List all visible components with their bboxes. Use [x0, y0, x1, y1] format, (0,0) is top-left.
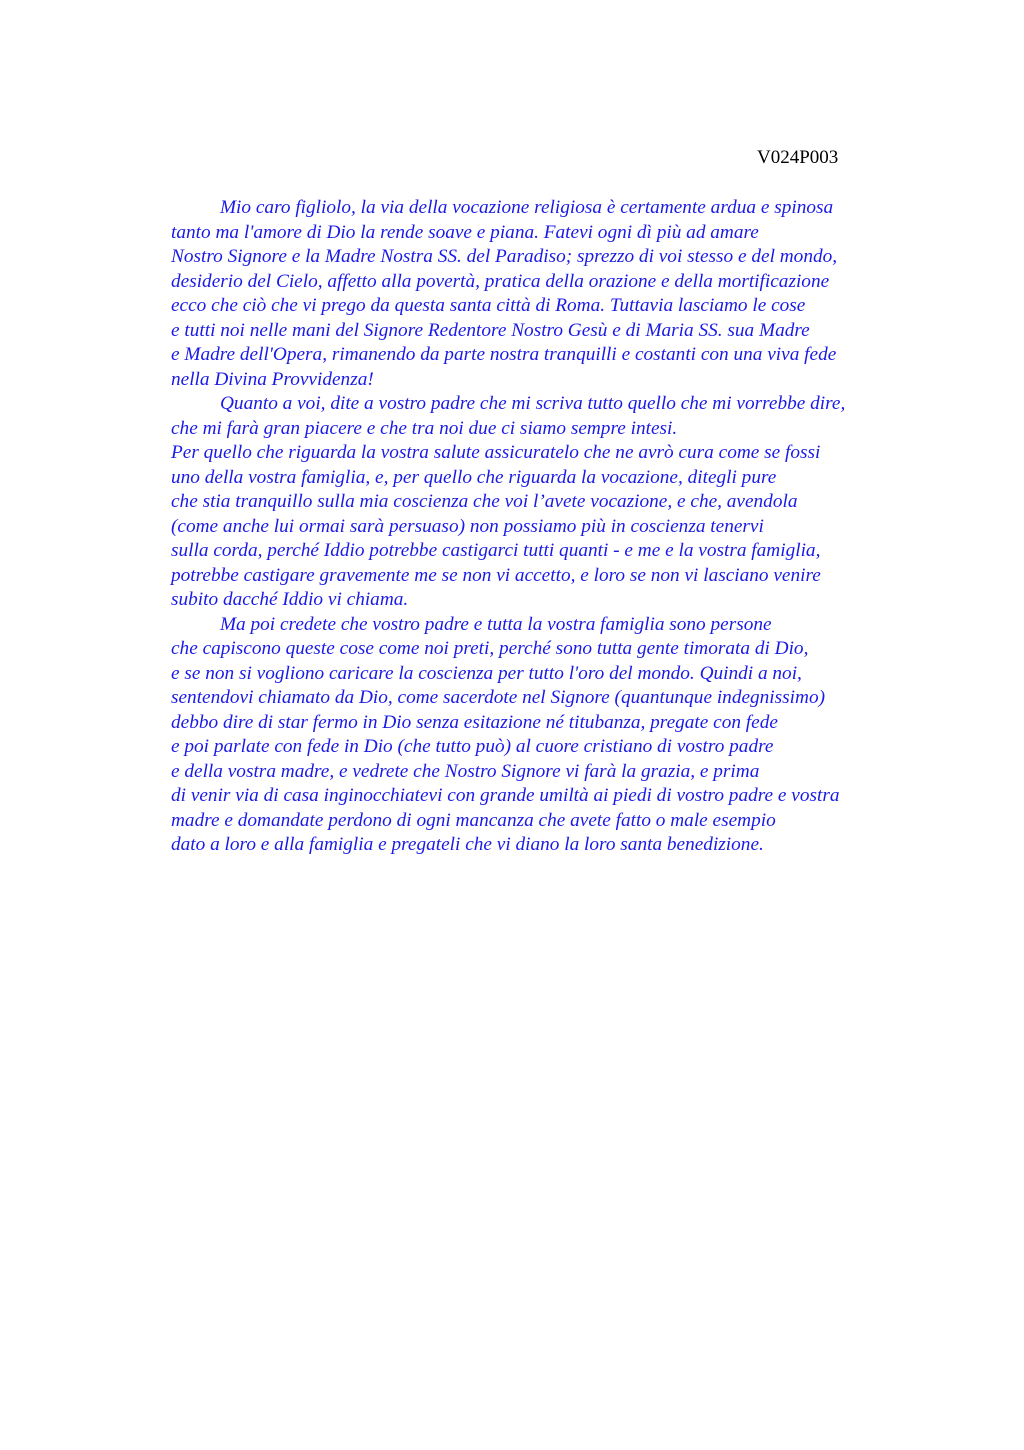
letter-line: subito dacché Iddio vi chiama. — [171, 589, 409, 610]
letter-line: e della vostra madre, e vedrete che Nostro Signore vi farà la grazia, e prima — [171, 760, 760, 782]
letter-line: e se non si vogliono caricare la coscienza per tutto l'oro del mondo. Quindi a noi, — [171, 662, 802, 684]
letter-line: Nostro Signore e la Madre Nostra SS. del Paradiso; sprezzo di voi stesso e del mondo, — [171, 246, 838, 267]
letter-line: ecco che ciò che vi prego da questa santa città di Roma. Tuttavia lasciamo le cose — [171, 295, 806, 316]
letter-line: desiderio del Cielo, affetto alla povertà, pratica della orazione e della mortificazione — [171, 270, 830, 292]
letter-line: uno della vostra famiglia, e, per quello che riguarda la vocazione, ditegli pure — [171, 466, 777, 488]
letter-line: dato a loro e alla famiglia e pregateli che vi diano la loro santa benedizione. — [171, 834, 764, 855]
letter-line: e tutti noi nelle mani del Signore Redentore Nostro Gesù e di Maria SS. sua Madre — [171, 319, 810, 341]
letter-line: Per quello che riguarda la vostra salute assicuratelo che ne avrò cura come se fossi — [171, 442, 821, 463]
letter-line: sentendovi chiamato da Dio, come sacerdote nel Signore (quantunque indegnissimo) — [171, 687, 826, 708]
letter-line: Mio caro figliolo, la via della vocazione religiosa è certamente ardua e spinosa — [220, 197, 834, 218]
letter-line: madre e domandate perdono di ogni mancanza che avete fatto o male esempio — [171, 809, 776, 831]
letter-line: che mi farà gran piacere e che tra noi due ci siamo sempre intesi. — [171, 417, 678, 439]
letter-line: nella Divina Provvidenza! — [171, 368, 374, 390]
letter-line: Ma poi credete che vostro padre e tutta la vostra famiglia sono persone — [220, 613, 772, 635]
letter-line: di venir via di casa inginocchiatevi con grande umiltà ai piedi di vostro padre e vostra — [171, 785, 840, 806]
page-code: V024P003 — [757, 147, 839, 168]
letter-line: (come anche lui ormai sarà persuaso) non possiamo più in coscienza tenervi — [171, 515, 764, 537]
letter-line: e poi parlate con fede in Dio (che tutto può) al cuore cristiano di vostro padre — [171, 736, 774, 757]
letter-line: tanto ma l'amore di Dio la rende soave e piana. Fatevi ogni dì più ad amare — [171, 221, 759, 243]
letter-line: che capiscono queste cose come noi preti, perché sono tutta gente timorata di Dio, — [171, 638, 809, 659]
letter-line: sulla corda, perché Iddio potrebbe castigarci tutti quanti - e me e la vostra famiglia, — [171, 540, 821, 561]
letter-body — [171, 196, 911, 858]
letter-line: e Madre dell'Opera, rimanendo da parte nostra tranquilli e costanti con una viva fede — [171, 344, 837, 365]
letter-line: debbo dire di star fermo in Dio senza esitazione né titubanza, pregate con fede — [171, 711, 778, 733]
letter-line: potrebbe castigare gravemente me se non vi accetto, e loro se non vi lasciano venire — [171, 564, 821, 586]
letter-line: che stia tranquillo sulla mia coscienza che voi l’avete vocazione, e che, avendola — [171, 491, 798, 512]
letter-line: Quanto a voi, dite a vostro padre che mi scriva tutto quello che mi vorrebbe dire, — [220, 393, 846, 414]
